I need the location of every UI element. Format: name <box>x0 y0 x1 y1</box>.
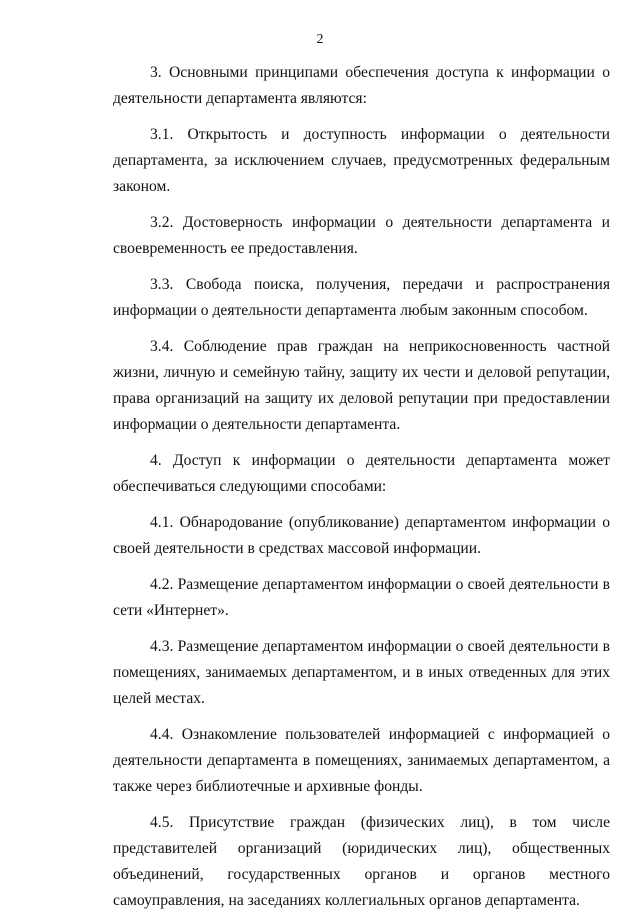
paragraph-4-2: 4.2. Размещение департаментом информации о своей деятельности в сети «Интернет». <box>113 576 610 619</box>
paragraph-4-1: 4.1. Обнародование (опубликование) департаментом информации о своей деятельности в средствах массовой информации. <box>113 514 610 557</box>
paragraph-4-5: 4.5. Присутствие граждан (физических лиц), в том числе представителей организаций (юридических лиц), общественных объединений, государственных органов и органов местного самоуправления, на заседаниях коллегиальных органов департамента. <box>113 814 610 909</box>
paragraph-3-3: 3.3. Свобода поиска, получения, передачи и распространения информации о деятельности департамента любым законным способом. <box>113 276 610 319</box>
paragraph-3-4: 3.4. Соблюдение прав граждан на неприкосновенность частной жизни, личную и семейную тайну, защиту их чести и деловой репутации, права организаций на защиту их деловой репутации при предоставлении информации о деятельности департамента. <box>113 338 610 433</box>
document-body <box>113 60 610 924</box>
paragraph-4-4: 4.4. Ознакомление пользователей информацией с информацией о деятельности департамента в помещениях, занимаемых департаментом, а также через библиотечные и архивные фонды. <box>113 726 610 795</box>
paragraph-3-1: 3.1. Открытость и доступность информации о деятельности департамента, за исключением случаев, предусмотренных федеральным законом. <box>113 126 610 195</box>
paragraph-4-3: 4.3. Размещение департаментом информации о своей деятельности в помещениях, занимаемых департаментом, и в иных отведенных для этих целей местах. <box>113 638 610 707</box>
paragraph-4: 4. Доступ к информации о деятельности департамента может обеспечиваться следующими способами: <box>113 452 610 495</box>
paragraph-3: 3. Основными принципами обеспечения доступа к информации о деятельности департамента являются: <box>113 64 610 107</box>
page-number: 2 <box>316 32 324 47</box>
paragraph-3-2: 3.2. Достоверность информации о деятельности департамента и своевременность ее предоставления. <box>113 214 610 257</box>
